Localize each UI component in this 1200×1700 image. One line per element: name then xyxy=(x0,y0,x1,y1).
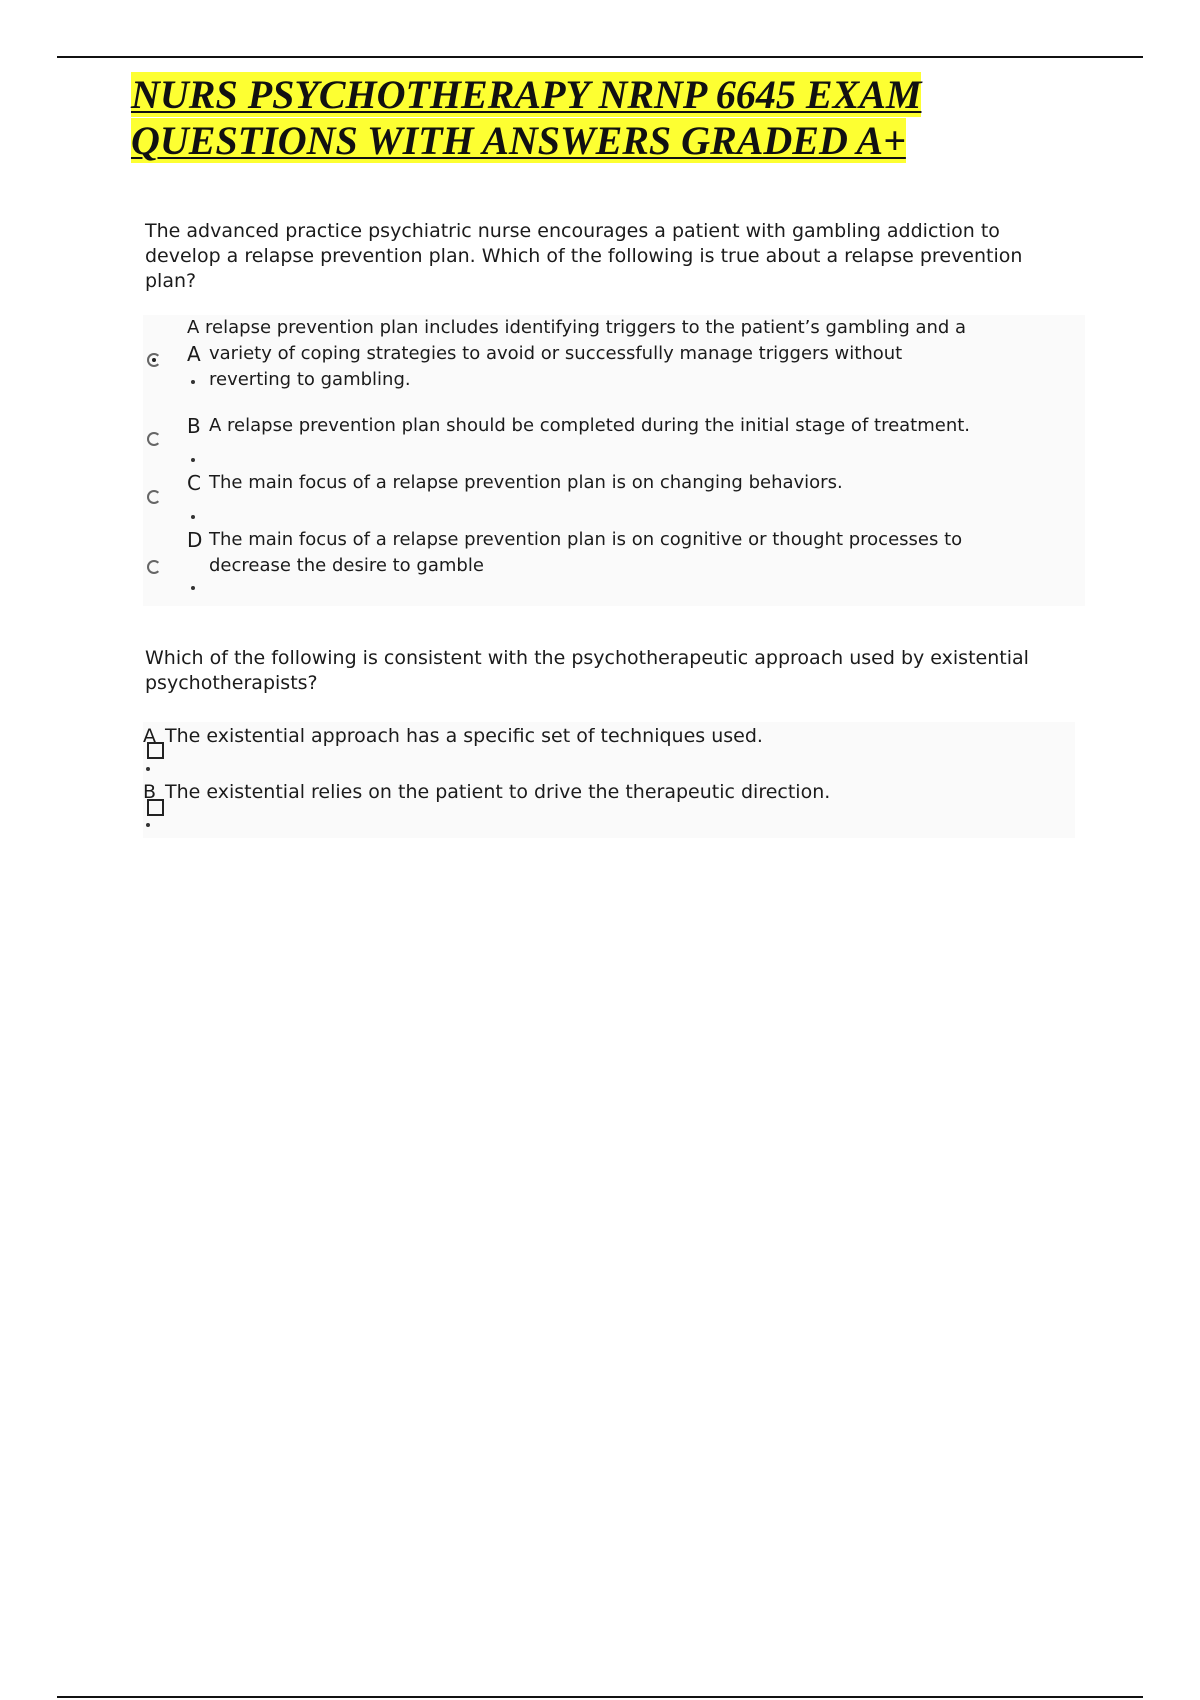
title-line-1: NURS PSYCHOTHERAPY NRNP 6645 EXAM xyxy=(131,72,922,117)
q2-option-b-dot xyxy=(146,823,150,827)
question-2-text: Which of the following is consistent with the psychotherapeutic approach used by existential psychotherapists? xyxy=(145,647,1029,694)
option-d-radio[interactable] xyxy=(147,560,161,574)
option-b-dot xyxy=(191,458,195,462)
question-1-options xyxy=(143,315,1085,606)
title-line-2: QUESTIONS WITH ANSWERS GRADED A+ xyxy=(131,118,906,163)
option-a-dot xyxy=(191,380,195,384)
option-a-letter: A xyxy=(187,342,201,366)
q2-option-b-text: The existential relies on the patient to drive the therapeutic direction. xyxy=(165,781,831,803)
option-b-letter: B xyxy=(187,414,201,438)
q2-option-a-text: The existential approach has a specific set of techniques used. xyxy=(165,725,763,747)
question-1-text: The advanced practice psychiatric nurse encourages a patient with gambling addiction to develop a relapse prevention plan. Which of the following is true about a relapse prevention plan? xyxy=(145,220,1023,292)
option-a-radio[interactable] xyxy=(147,353,161,367)
option-b-radio[interactable] xyxy=(147,432,161,446)
option-a-text xyxy=(187,315,987,393)
option-c-dot xyxy=(191,515,195,519)
top-rule xyxy=(57,56,1143,58)
option-b-text: A relapse prevention plan should be completed during the initial stage of treatment. xyxy=(209,415,971,436)
option-d-text: The main focus of a relapse prevention plan is on cognitive or thought processes to decrease the desire to gamble xyxy=(209,529,963,576)
option-c-radio[interactable] xyxy=(147,490,161,504)
option-a-label: A relapse prevention plan includes identifying triggers to the patient’s gambling and a variety of coping strategies to avoid or successfully manage triggers without reverting to gambling. xyxy=(187,317,967,390)
option-c-letter: C xyxy=(187,471,201,495)
q2-option-b-letter: B xyxy=(143,781,157,803)
document-title xyxy=(131,72,1031,164)
q2-option-a-dot xyxy=(146,767,150,771)
question-2-options xyxy=(143,722,1075,838)
q2-option-a-letter: A xyxy=(143,725,156,747)
option-d-letter: D xyxy=(187,528,203,552)
option-d-dot xyxy=(191,586,195,590)
bottom-rule xyxy=(57,1696,1143,1698)
option-c-text: The main focus of a relapse prevention plan is on changing behaviors. xyxy=(209,472,843,493)
